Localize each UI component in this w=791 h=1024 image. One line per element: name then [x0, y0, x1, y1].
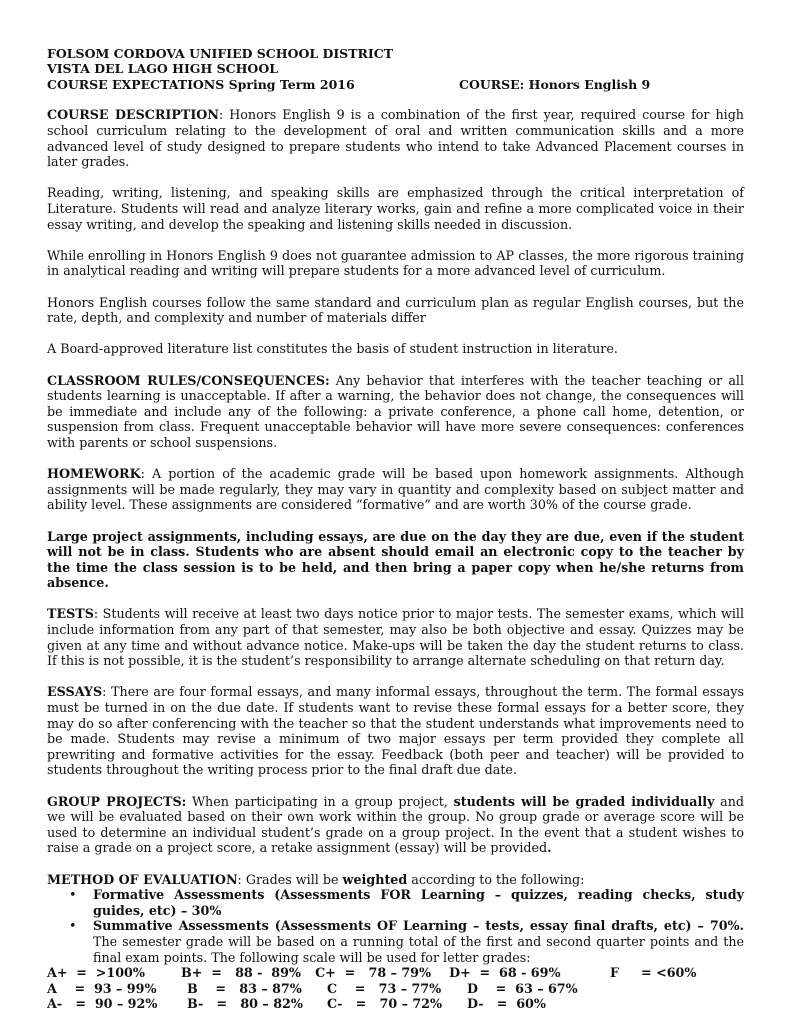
group-projects-paragraph [47, 794, 744, 856]
graded-individually-text: students will be graded individually [453, 793, 715, 809]
tests-paragraph [47, 606, 744, 668]
bullet-icon: • [69, 918, 77, 934]
grade-cell: C+ = 78 – 79% [315, 965, 432, 981]
group-projects-end: . [547, 840, 552, 856]
group-projects-heading: GROUP PROJECTS: [47, 793, 187, 809]
weighted-text: weighted [342, 871, 408, 887]
grade-cell: B- = 80 – 82% [187, 996, 303, 1012]
grade-cell: B+ = 88 - 89% [181, 965, 301, 981]
evaluation-section [47, 872, 744, 1012]
grade-scale-table [47, 965, 744, 1012]
grade-scale-row [47, 981, 744, 997]
assessment-list [47, 887, 744, 965]
course-description-heading: COURSE DESCRIPTION [47, 107, 219, 123]
curriculum-paragraph: Honors English courses follow the same standard and curriculum plan as regular English courses, but the rate, depth, and complexity and number of materials differ [47, 294, 744, 326]
header-course-row [47, 77, 744, 92]
tests-heading: TESTS [47, 606, 94, 622]
grade-scale-row [47, 996, 744, 1012]
list-item [69, 887, 744, 918]
grade-cell: A+ = >100% [47, 965, 145, 981]
essays-text: : There are four formal essays, and many informal essays, throughout the term. The formal essays must be turned in on the due date. If students want to revise these formal essays for a better score, they may do so after conferencing with the teacher so that the student understands what improvements need to be made. Students may revise a minimum of two major essays per term provided they complete all prewriting and formative activities for the essay. Feedback (both peer and teacher) will be provided to students throughout the writing process prior to the final draft due date. [47, 684, 744, 778]
group-projects-text-a: When participating in a group project, [186, 793, 454, 809]
grade-cell: C- = 70 – 72% [327, 996, 443, 1012]
document-header [47, 46, 744, 92]
classroom-rules-heading: CLASSROOM RULES/CONSEQUENCES: [47, 372, 330, 388]
large-projects-paragraph [47, 529, 744, 591]
grade-cell: B = 83 – 87% [187, 980, 302, 996]
summative-assessments-heading: Summative Assessments (Assessments OF Learning – tests, essay final drafts, etc) – 70%. [93, 918, 744, 934]
grade-scale-row [47, 965, 744, 981]
evaluation-intro [47, 872, 744, 888]
homework-text: : A portion of the academic grade will be based upon homework assignments. Although assignments will be made regularly, they may vary in quantity and complexity based on subject matter and ability level. These assignments are considered “formative” and are worth 30% of the course grade. [47, 466, 744, 513]
list-item [69, 918, 744, 965]
document-page [47, 46, 744, 1012]
ap-paragraph: While enrolling in Honors English 9 does not guarantee admission to AP classes, the more rigorous training in analytical reading and writing will prepare students for a more advanced level of curriculum. [47, 247, 744, 279]
grade-cell: F = <60% [609, 965, 697, 981]
tests-text: : Students will receive at least two days notice prior to major tests. The semester exams, which will include information from any part of that semester, may also be both objective and essay. Quizzes may be given at any time and without advance notice. Make-ups will be taken the day the student returns to class. If this is not possible, it is the student’s responsibility to arrange alternate scheduling on that return day. [47, 606, 744, 669]
grade-cell: A- = 90 – 92% [47, 996, 158, 1012]
grade-cell: D+ = 68 - 69% [449, 965, 561, 981]
literature-list-paragraph: A Board-approved literature list constitutes the basis of student instruction in literature. [47, 341, 618, 357]
essays-heading: ESSAYS [47, 684, 103, 700]
large-projects-text: Large project assignments, including essays, are due on the day they are due, even if the student will not be in class. Students who are absent should email an electronic copy to the teacher by the time the class session is to be held, and then bring a paper copy when he/she returns from absence. [47, 528, 744, 591]
grade-cell: C = 73 – 77% [327, 980, 442, 996]
course-name: COURSE: Honors English 9 [459, 76, 651, 92]
evaluation-heading: METHOD OF EVALUATION [47, 871, 238, 887]
group-projects-text-b: and we will be evaluated based on their own work within the group. No group grade or average score will be used to determine an individual student’s grade on a group project. In the event that a student wishes to raise a grade on a project score, a retake assignment (essay) will be provided [47, 793, 744, 856]
classroom-rules-paragraph [47, 373, 744, 451]
school-name: VISTA DEL LAGO HIGH SCHOOL [47, 61, 278, 77]
evaluation-text-a: : Grades will be [237, 871, 343, 887]
homework-heading: HOMEWORK [47, 466, 141, 482]
skills-paragraph: Reading, writing, listening, and speaking skills are emphasized through the critical interpretation of Literature. Students will read and analyze literary works, gain and refine a more complicated voice in their essay writing, and develop the speaking and listening skills needed in discussion. [47, 185, 744, 232]
summative-assessments-text: The semester grade will be based on a running total of the first and second quarter points and the final exam points. The following scale will be used for letter grades: [93, 933, 744, 965]
course-description-paragraph [47, 107, 744, 169]
evaluation-text-b: according to the following: [407, 871, 585, 887]
homework-paragraph [47, 466, 744, 513]
course-description-text: : Honors English 9 is a combination of the first year, required course for high school curriculum relating to the development of oral and written communication skills and a more advanced level of study designed to prepare students who intend to take Advanced Placement courses in later grades. [47, 107, 744, 170]
course-expectations-title: COURSE EXPECTATIONS Spring Term 2016 [47, 76, 355, 92]
district-name: FOLSOM CORDOVA UNIFIED SCHOOL DISTRICT [47, 46, 393, 61]
bullet-icon: • [69, 887, 77, 903]
grade-cell: D- = 60% [467, 996, 546, 1012]
classroom-rules-text: Any behavior that interferes with the teacher teaching or all students learning is unacceptable. If after a warning, the behavior does not change, the consequences will be immediate and include any of the following: a private conference, a phone call home, detention, or suspension from class. Frequent unacceptable behavior will have more severe consequences: conferences with parents or school suspensions. [47, 372, 745, 450]
formative-assessments-text: Formative Assessments (Assessments FOR Learning – quizzes, reading checks, study guides, etc) – 30% [93, 887, 744, 918]
essays-paragraph [47, 684, 744, 778]
grade-cell: D = 63 – 67% [467, 980, 578, 996]
grade-cell: A = 93 – 99% [47, 980, 157, 996]
